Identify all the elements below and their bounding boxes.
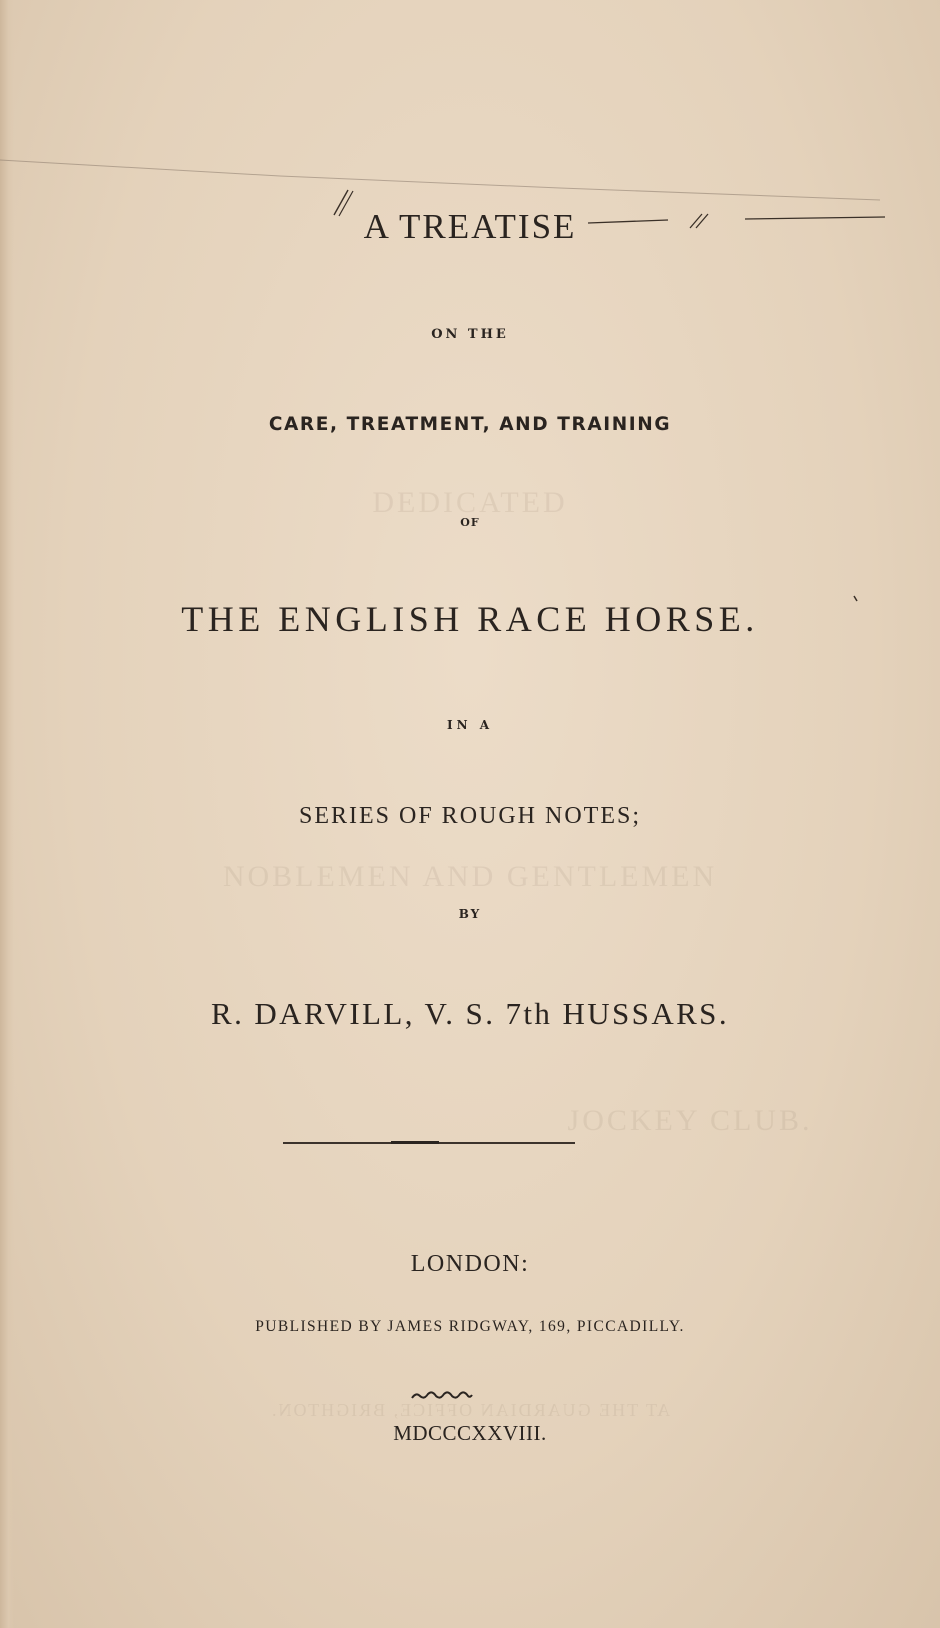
bleed-through-noblemen: NOBLEMEN AND GENTLEMEN (222, 860, 718, 893)
series-line: SERIES OF ROUGH NOTES; (298, 803, 642, 829)
of-line: OF (460, 516, 480, 529)
author-line: R. DARVILL, V. S. 7th HUSSARS. (211, 996, 729, 1031)
by-line: BY (458, 907, 482, 921)
bleed-through-dedicated: DEDICATED (372, 486, 568, 519)
bleed-through-jockey-club: JOCKEY CLUB. (567, 1104, 813, 1137)
place-of-publication: LONDON: (410, 1251, 530, 1277)
publication-date: MDCCCXXVIII. (393, 1421, 547, 1445)
on-the-line: ON THE (431, 327, 509, 342)
bleed-through-printer: AT THE GUARDIAN OFFICE, BRIGHTON. (269, 1400, 671, 1420)
divider-rule-swell (391, 1141, 439, 1144)
main-title: THE ENGLISH RACE HORSE. (181, 599, 759, 639)
subject-line: CARE, TREATMENT, AND TRAINING (268, 414, 672, 435)
ornament-icon (410, 1391, 474, 1401)
divider-rule (283, 1142, 575, 1144)
publisher-line: PUBLISHED BY JAMES RIDGWAY, 169, PICCADILLY. (255, 1318, 685, 1335)
in-a-line: IN A (446, 718, 494, 732)
treatise-title: A TREATISE (363, 207, 577, 246)
